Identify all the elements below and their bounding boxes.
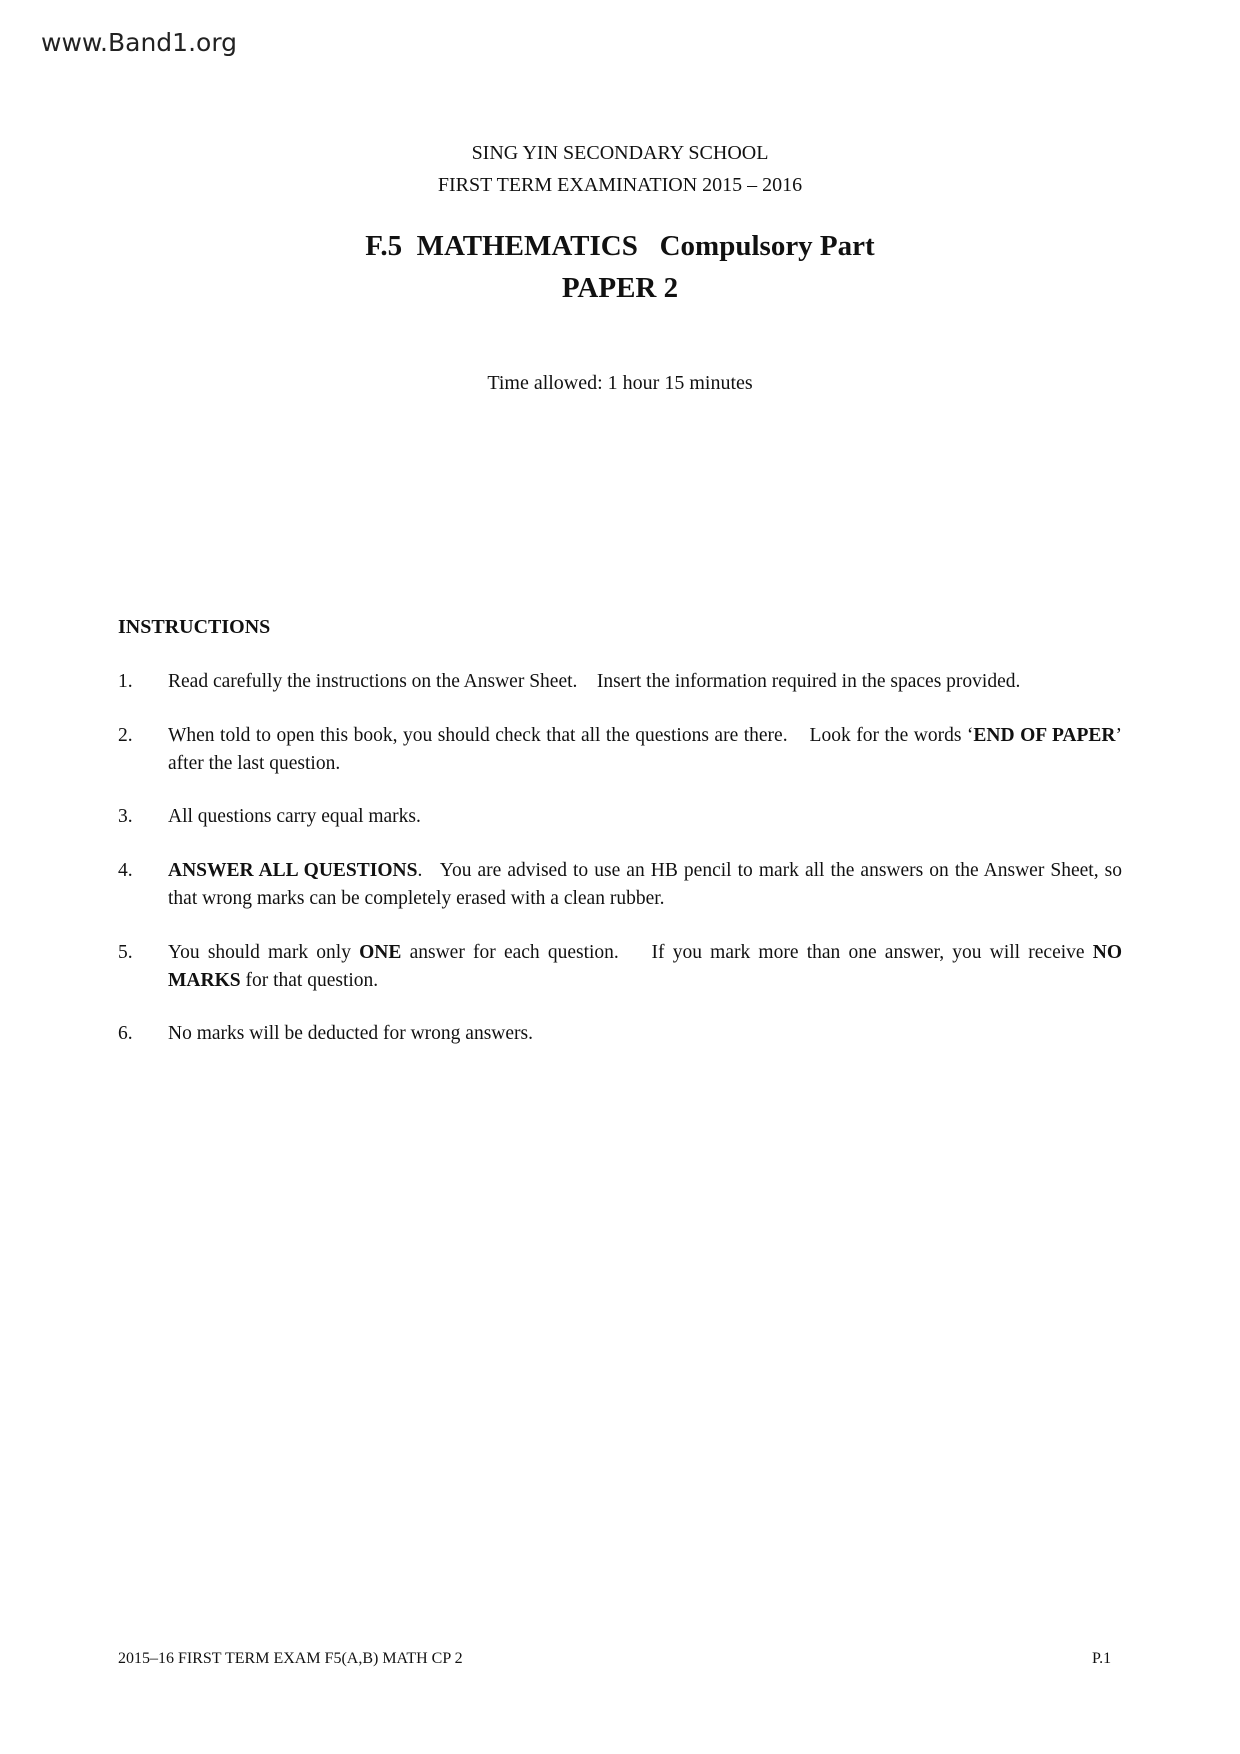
item-text: ’ after the last question. xyxy=(168,725,1127,774)
instruction-item xyxy=(118,939,1127,995)
footer-page-number: P.1 xyxy=(1092,1650,1112,1667)
item-text: No marks will be deducted for wrong answers. xyxy=(168,1023,533,1044)
item-number: 2. xyxy=(118,725,133,746)
time-allowed: Time allowed: 1 hour 15 minutes xyxy=(487,372,753,394)
item-number: 6. xyxy=(118,1023,133,1044)
school-name: SING YIN SECONDARY SCHOOL xyxy=(471,142,769,164)
item-text: All questions carry equal marks. xyxy=(168,806,421,827)
instruction-item xyxy=(118,722,1127,778)
paper-title: PAPER 2 xyxy=(561,272,679,304)
instruction-item xyxy=(118,803,1122,831)
item-text-bold: END OF PAPER xyxy=(973,725,1116,746)
exam-name: FIRST TERM EXAMINATION 2015 – 2016 xyxy=(437,174,803,196)
footer-exam-code: 2015–16 FIRST TERM EXAM F5(A,B) MATH CP 2 xyxy=(118,1650,463,1667)
item-text: for that question. xyxy=(240,970,379,991)
item-number: 4. xyxy=(118,860,133,881)
instructions-heading: INSTRUCTIONS xyxy=(118,616,271,638)
item-text: Read carefully the instructions on the Answer Sheet. Insert the information required in the spaces provided. xyxy=(168,671,1021,692)
item-text-bold: NO MARKS xyxy=(168,942,1127,991)
item-text: You should mark only xyxy=(168,942,360,963)
instruction-item xyxy=(118,668,1122,696)
instruction-item xyxy=(118,857,1127,913)
item-text: . You are advised to use an HB pencil to mark all the answers on the Answer Sheet, so that wrong marks can be completely erased with a clean rubber. xyxy=(168,860,1127,909)
item-text: When told to open this book, you should check that all the questions are there. Look for the words ‘ xyxy=(168,725,974,746)
watermark-link[interactable]: www.Band1.org xyxy=(41,28,238,57)
item-text-bold: ONE xyxy=(359,942,402,963)
item-number: 3. xyxy=(118,806,133,827)
instruction-item xyxy=(118,1020,1122,1048)
subject-title: F.5 MATHEMATICS Compulsory Part xyxy=(365,230,875,262)
item-text: answer for each question. If you mark more than one answer, you will receive xyxy=(401,942,1093,963)
item-number: 5. xyxy=(118,942,133,963)
item-number: 1. xyxy=(118,671,133,692)
item-text-bold: ANSWER ALL QUESTIONS xyxy=(168,860,418,881)
